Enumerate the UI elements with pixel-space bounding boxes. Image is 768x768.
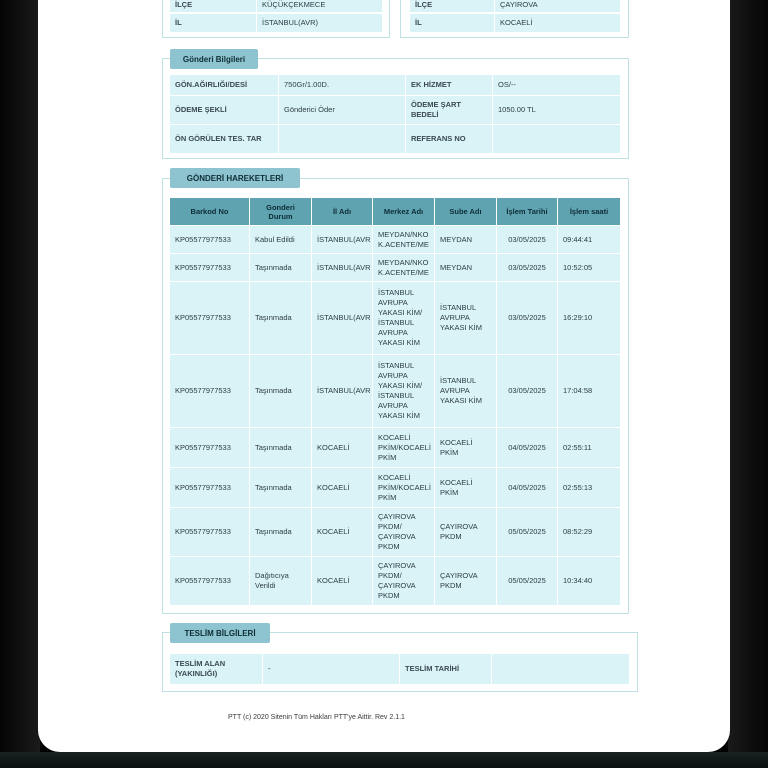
movement-cell-center: KOCAELİ PKİM/KOCAELİ PKİM bbox=[373, 468, 434, 507]
receiver-il-value: KOCAELİ bbox=[495, 14, 620, 32]
column-header-date: İşlem Tarihi bbox=[497, 198, 557, 225]
movement-cell-center: KOCAELİ PKİM/KOCAELİ PKİM bbox=[373, 428, 434, 467]
delivered-to-label: TESLİM ALAN (YAKINLIĞI) bbox=[170, 654, 262, 684]
movement-cell-barcode: KP05577977533 bbox=[170, 508, 249, 556]
payment-type-label: ÖDEME ŞEKLİ bbox=[170, 96, 278, 124]
movement-cell-status: Taşınmada bbox=[250, 355, 311, 427]
movement-cell-province: İSTANBUL(AVR bbox=[312, 254, 372, 281]
movement-cell-center: MEYDAN/NKO K.ACENTE/ME bbox=[373, 226, 434, 253]
delivery-date-label: TESLİM TARİHİ bbox=[400, 654, 491, 684]
movement-cell-barcode: KP05577977533 bbox=[170, 254, 249, 281]
movement-cell-time: 16:29:10 bbox=[558, 282, 620, 354]
movement-cell-branch: KOCAELİ PKİM bbox=[435, 428, 496, 467]
movement-cell-status: Dağıtıcıya Verildi bbox=[250, 557, 311, 605]
delivered-to-value: - bbox=[263, 654, 399, 684]
receiver-ilce-value: ÇAYIROVA bbox=[495, 0, 620, 12]
movement-cell-province: İSTANBUL(AVR bbox=[312, 282, 372, 354]
movement-cell-province: KOCAELİ bbox=[312, 428, 372, 467]
expected-delivery-value bbox=[279, 125, 405, 153]
movement-cell-time: 02:55:13 bbox=[558, 468, 620, 507]
movement-cell-date: 05/05/2025 bbox=[497, 508, 557, 556]
sender-il-value: İSTANBUL(AVR) bbox=[257, 14, 382, 32]
movement-cell-time: 10:34:40 bbox=[558, 557, 620, 605]
movement-cell-time: 09:44:41 bbox=[558, 226, 620, 253]
movement-cell-barcode: KP05577977533 bbox=[170, 282, 249, 354]
movement-cell-status: Kabul Edildi bbox=[250, 226, 311, 253]
footer-copyright: PTT (c) 2020 Sitenin Tüm Hakları PTT'ye Aittir. Rev 2.1.1 bbox=[228, 714, 405, 721]
column-header-province: İl Adı bbox=[312, 198, 372, 225]
reference-no-label: REFERANS NO bbox=[406, 125, 492, 153]
reference-no-value bbox=[493, 125, 620, 153]
column-header-time: İşlem saati bbox=[558, 198, 620, 225]
delivery-date-value bbox=[492, 654, 629, 684]
column-header-branch: Sube Adı bbox=[435, 198, 496, 225]
delivery-info-title: TESLİM BİLGİLERİ bbox=[170, 623, 270, 643]
movement-cell-branch: MEYDAN bbox=[435, 254, 496, 281]
movement-cell-status: Taşınmada bbox=[250, 508, 311, 556]
movement-cell-time: 08:52:29 bbox=[558, 508, 620, 556]
weight-label: GÖN.AĞIRLIĞI/DESİ bbox=[170, 75, 278, 95]
movement-cell-center: İSTANBUL AVRUPA YAKASI KİM/ İSTANBUL AVRUPA YAKASI KİM bbox=[373, 282, 434, 354]
column-header-barcode: Barkod No bbox=[170, 198, 249, 225]
movement-cell-barcode: KP05577977533 bbox=[170, 468, 249, 507]
column-header-status: Gonderi Durum bbox=[250, 198, 311, 225]
payment-condition-label: ÖDEME ŞART BEDELİ bbox=[406, 96, 492, 124]
sender-il-label: İL bbox=[170, 14, 256, 32]
movement-cell-time: 02:55:11 bbox=[558, 428, 620, 467]
movement-cell-status: Taşınmada bbox=[250, 254, 311, 281]
movement-cell-date: 05/05/2025 bbox=[497, 557, 557, 605]
movement-cell-barcode: KP05577977533 bbox=[170, 226, 249, 253]
sender-ilce-label: İLÇE bbox=[170, 0, 256, 12]
movement-cell-status: Taşınmada bbox=[250, 468, 311, 507]
sender-ilce-value: KÜÇÜKÇEKMECE bbox=[257, 0, 382, 12]
movement-cell-barcode: KP05577977533 bbox=[170, 428, 249, 467]
payment-condition-value: 1050.00 TL bbox=[493, 96, 620, 124]
movement-cell-branch: ÇAYIROVA PKDM bbox=[435, 557, 496, 605]
weight-value: 750Gr/1.00D. bbox=[279, 75, 405, 95]
movement-cell-time: 10:52:05 bbox=[558, 254, 620, 281]
movement-cell-status: Taşınmada bbox=[250, 428, 311, 467]
movement-cell-province: İSTANBUL(AVR bbox=[312, 226, 372, 253]
movement-cell-date: 03/05/2025 bbox=[497, 282, 557, 354]
movement-cell-branch: MEYDAN bbox=[435, 226, 496, 253]
movement-cell-time: 17:04:58 bbox=[558, 355, 620, 427]
movement-cell-date: 04/05/2025 bbox=[497, 428, 557, 467]
movement-cell-barcode: KP05577977533 bbox=[170, 355, 249, 427]
payment-type-value: Gönderici Öder bbox=[279, 96, 405, 124]
extra-service-value: OS/-- bbox=[493, 75, 620, 95]
movement-cell-barcode: KP05577977533 bbox=[170, 557, 249, 605]
movement-cell-province: İSTANBUL(AVR bbox=[312, 355, 372, 427]
expected-delivery-label: ÖN GÖRÜLEN TES. TAR bbox=[170, 125, 278, 153]
movement-cell-status: Taşınmada bbox=[250, 282, 311, 354]
movement-cell-branch: KOCAELİ PKİM bbox=[435, 468, 496, 507]
movement-cell-branch: İSTANBUL AVRUPA YAKASI KİM bbox=[435, 282, 496, 354]
movement-cell-date: 03/05/2025 bbox=[497, 226, 557, 253]
extra-service-label: EK HİZMET bbox=[406, 75, 492, 95]
movement-cell-center: İSTANBUL AVRUPA YAKASI KİM/ İSTANBUL AVRUPA YAKASI KİM bbox=[373, 355, 434, 427]
background-left bbox=[0, 0, 40, 768]
movement-cell-province: KOCAELİ bbox=[312, 508, 372, 556]
receiver-ilce-label: İLÇE bbox=[410, 0, 494, 12]
receiver-il-label: İL bbox=[410, 14, 494, 32]
movement-cell-center: ÇAYIROVA PKDM/ ÇAYIROVA PKDM bbox=[373, 557, 434, 605]
shipment-movements-title: GÖNDERİ HAREKETLERİ bbox=[170, 168, 300, 188]
background-bottom bbox=[0, 752, 768, 768]
movement-cell-date: 03/05/2025 bbox=[497, 254, 557, 281]
column-header-center: Merkez Adı bbox=[373, 198, 434, 225]
movement-cell-province: KOCAELİ bbox=[312, 468, 372, 507]
movement-cell-center: MEYDAN/NKO K.ACENTE/ME bbox=[373, 254, 434, 281]
shipment-info-title: Gönderi Bilgileri bbox=[170, 49, 258, 69]
movement-cell-date: 03/05/2025 bbox=[497, 355, 557, 427]
movement-cell-branch: İSTANBUL AVRUPA YAKASI KİM bbox=[435, 355, 496, 427]
background-right bbox=[728, 0, 768, 768]
movement-cell-province: KOCAELİ bbox=[312, 557, 372, 605]
movement-cell-branch: ÇAYIROVA PKDM bbox=[435, 508, 496, 556]
movement-cell-date: 04/05/2025 bbox=[497, 468, 557, 507]
movement-cell-center: ÇAYIROVA PKDM/ ÇAYIROVA PKDM bbox=[373, 508, 434, 556]
